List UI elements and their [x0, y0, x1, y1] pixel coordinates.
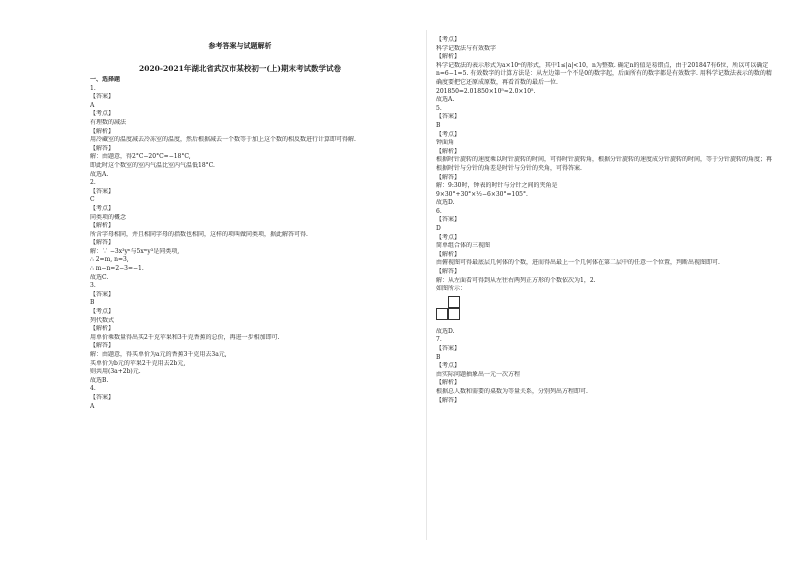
text-line: 201850=2.01850×10⁵≈2.0×10⁵. [436, 87, 536, 95]
text-line: 【答案】 [436, 216, 461, 224]
paragraph-analysis-5: 根据时针旋转的速度乘以时针旋转的时间，可得时针旋转角，根据分针旋转的速度成分针旋转的时间，等于分针旋转的角度；再根据时针与分针的角差是时针与分针的夹角，可得答案. [436, 156, 773, 172]
text-line: 【答案】 [436, 113, 461, 121]
text-line: 【答案】 [436, 345, 461, 352]
text-line: 【解答】 [90, 144, 115, 152]
text-line: 【答案】 [90, 187, 115, 195]
text-line: 【解析】 [436, 147, 461, 155]
text-line: 【考点】 [436, 233, 461, 241]
text-line: 6. [436, 207, 442, 215]
text-line: 故选A. [90, 170, 109, 178]
paragraph-analysis-4: 科学记数法的表示形式为a×10ⁿ的形式，其中1≤|a|<10，n为整数. 确定n的值是易错点，由于201847有6位，所以可以确定n=6−1=5. 有效数字的计算方法是：从左边第一个不是0的数字起，后面所有的数字都是有效数字. 用科学记数法表示的数的精确度要把它还原成原数，再看首数的最后一位. [436, 61, 772, 86]
text-line: 【解答】 [436, 268, 461, 276]
text-line: 简单组合体的三视图 [436, 242, 491, 250]
text-line: D [436, 225, 441, 233]
right-column-bottom [436, 268, 776, 405]
exam-title: 2020-2021年湖北省武汉市某校初一(上)期末考试数学试卷 [139, 64, 341, 73]
text-line: 钟面角 [436, 139, 455, 147]
text-line: 用冷藏室的温度减去冷冻室的温度，然后根据减去一个数等于加上这个数的相反数进行计算即可得解. [90, 136, 356, 144]
column-divider [426, 30, 427, 540]
text-line: 9×30°+30°×½−6×30°=105°. [436, 190, 528, 198]
text-line: 【解答】 [436, 173, 461, 181]
text-line: 【解答】 [90, 342, 115, 350]
text-line: 所含字母相同，并且相同字母的指数也相同，这样的项叫做同类项，据此解答可得. [90, 230, 308, 238]
text-line: 【解答】 [90, 239, 115, 247]
text-line: 【考点】 [90, 204, 115, 212]
left-column [90, 40, 390, 411]
text-line: 由实际问题抽象出一元一次方程 [436, 370, 521, 378]
text-line: 【解析】 [436, 379, 461, 387]
text-line: 有理数的减法 [90, 118, 127, 126]
text-line: 解：9:30时，钟表的时针与分针之间的夹角是 [436, 182, 558, 190]
right-column-mid2 [436, 174, 776, 260]
text-line: 【考点】 [90, 308, 115, 316]
text-line: 【解析】 [90, 222, 115, 230]
text-line: 2. [90, 179, 96, 187]
text-line: 7. [436, 336, 442, 344]
text-line: 用单价乘数量得出买2千克苹果和3千克香蕉的总价，再进一步相加即可. [90, 333, 280, 341]
text-line: 买单价为b元的苹果2千克用去2b元, [90, 359, 186, 367]
text-line: ∴ m−n=2−3=−1. [90, 265, 144, 273]
left-view-figure [436, 296, 776, 324]
text-line: 解：从左面看可得到从左往右两列正方形的个数依次为1，2. [436, 276, 596, 284]
text-line: 故选D. [436, 327, 455, 335]
text-line: 解：∵ −3x³yⁿ与5xᵐy³是同类项, [90, 247, 180, 255]
left-column-lines [90, 85, 390, 412]
text-line: 则共用(3a+2b)元. [90, 368, 141, 376]
text-line: 5. [436, 104, 442, 112]
text-line: 列代数式 [90, 316, 115, 324]
text-line: A [90, 402, 95, 410]
text-line: ∴ 2=m, n=3, [90, 256, 129, 264]
text-line: 【考点】 [90, 110, 115, 118]
figure-square [436, 308, 448, 320]
text-line: 解：由题意，得买单价为a元的香蕉3千克用去3a元, [90, 351, 227, 358]
text-line: 【答案】 [90, 393, 115, 401]
text-line: 故选C. [90, 273, 109, 281]
text-line: 【考点】 [436, 130, 461, 138]
text-line: 【解答】 [436, 396, 461, 404]
right-column [436, 36, 776, 405]
text-line: 故选D. [436, 199, 455, 207]
text-line: 3. [90, 282, 96, 290]
page-title: 参考答案与试题解析 [208, 41, 272, 50]
text-line: 解：由题意，得2°C−20°C=−18°C, [90, 153, 191, 161]
text-line: B [436, 353, 441, 361]
text-line: 【解析】 [436, 250, 461, 258]
paragraph-analysis-6: 由俯视图可得最底层几何体的个数，进而得出最上一个几何体在第二层中的任意一个位置，判断出视图即可. [436, 259, 720, 267]
text-line: 根据总人数和需要的桌数为等量关系，分别列出方程即可. [436, 387, 588, 395]
text-line: 【答案】 [90, 290, 115, 298]
text-line: 故选A. [436, 96, 455, 104]
text-line: 【解析】 [90, 325, 115, 333]
text-line: 科学记数法与有效数字 [436, 44, 497, 52]
text-line: 即此时这个数室的室内气温比室内气温低18°C. [90, 161, 215, 169]
text-line: B [90, 299, 95, 307]
text-line: 4. [90, 385, 96, 393]
text-line: 1. [90, 84, 96, 92]
text-line: 【考点】 [436, 36, 461, 43]
text-line: A [90, 101, 95, 109]
text-line: 同类项的概念 [90, 213, 127, 221]
text-line: B [436, 121, 441, 129]
figure-square [448, 296, 460, 308]
text-line: 【解析】 [436, 53, 461, 61]
text-line: C [90, 196, 95, 204]
text-line: 如图所示： [436, 285, 467, 293]
text-line: 【考点】 [436, 362, 461, 370]
text-line: 【答案】 [90, 93, 115, 101]
text-line: 故选B. [90, 376, 109, 384]
text-line: 【解析】 [90, 127, 115, 135]
section-heading: 一、选择题 [90, 76, 121, 83]
right-column-top [436, 36, 776, 62]
figure-square [448, 308, 460, 320]
right-column-mid [436, 88, 776, 157]
